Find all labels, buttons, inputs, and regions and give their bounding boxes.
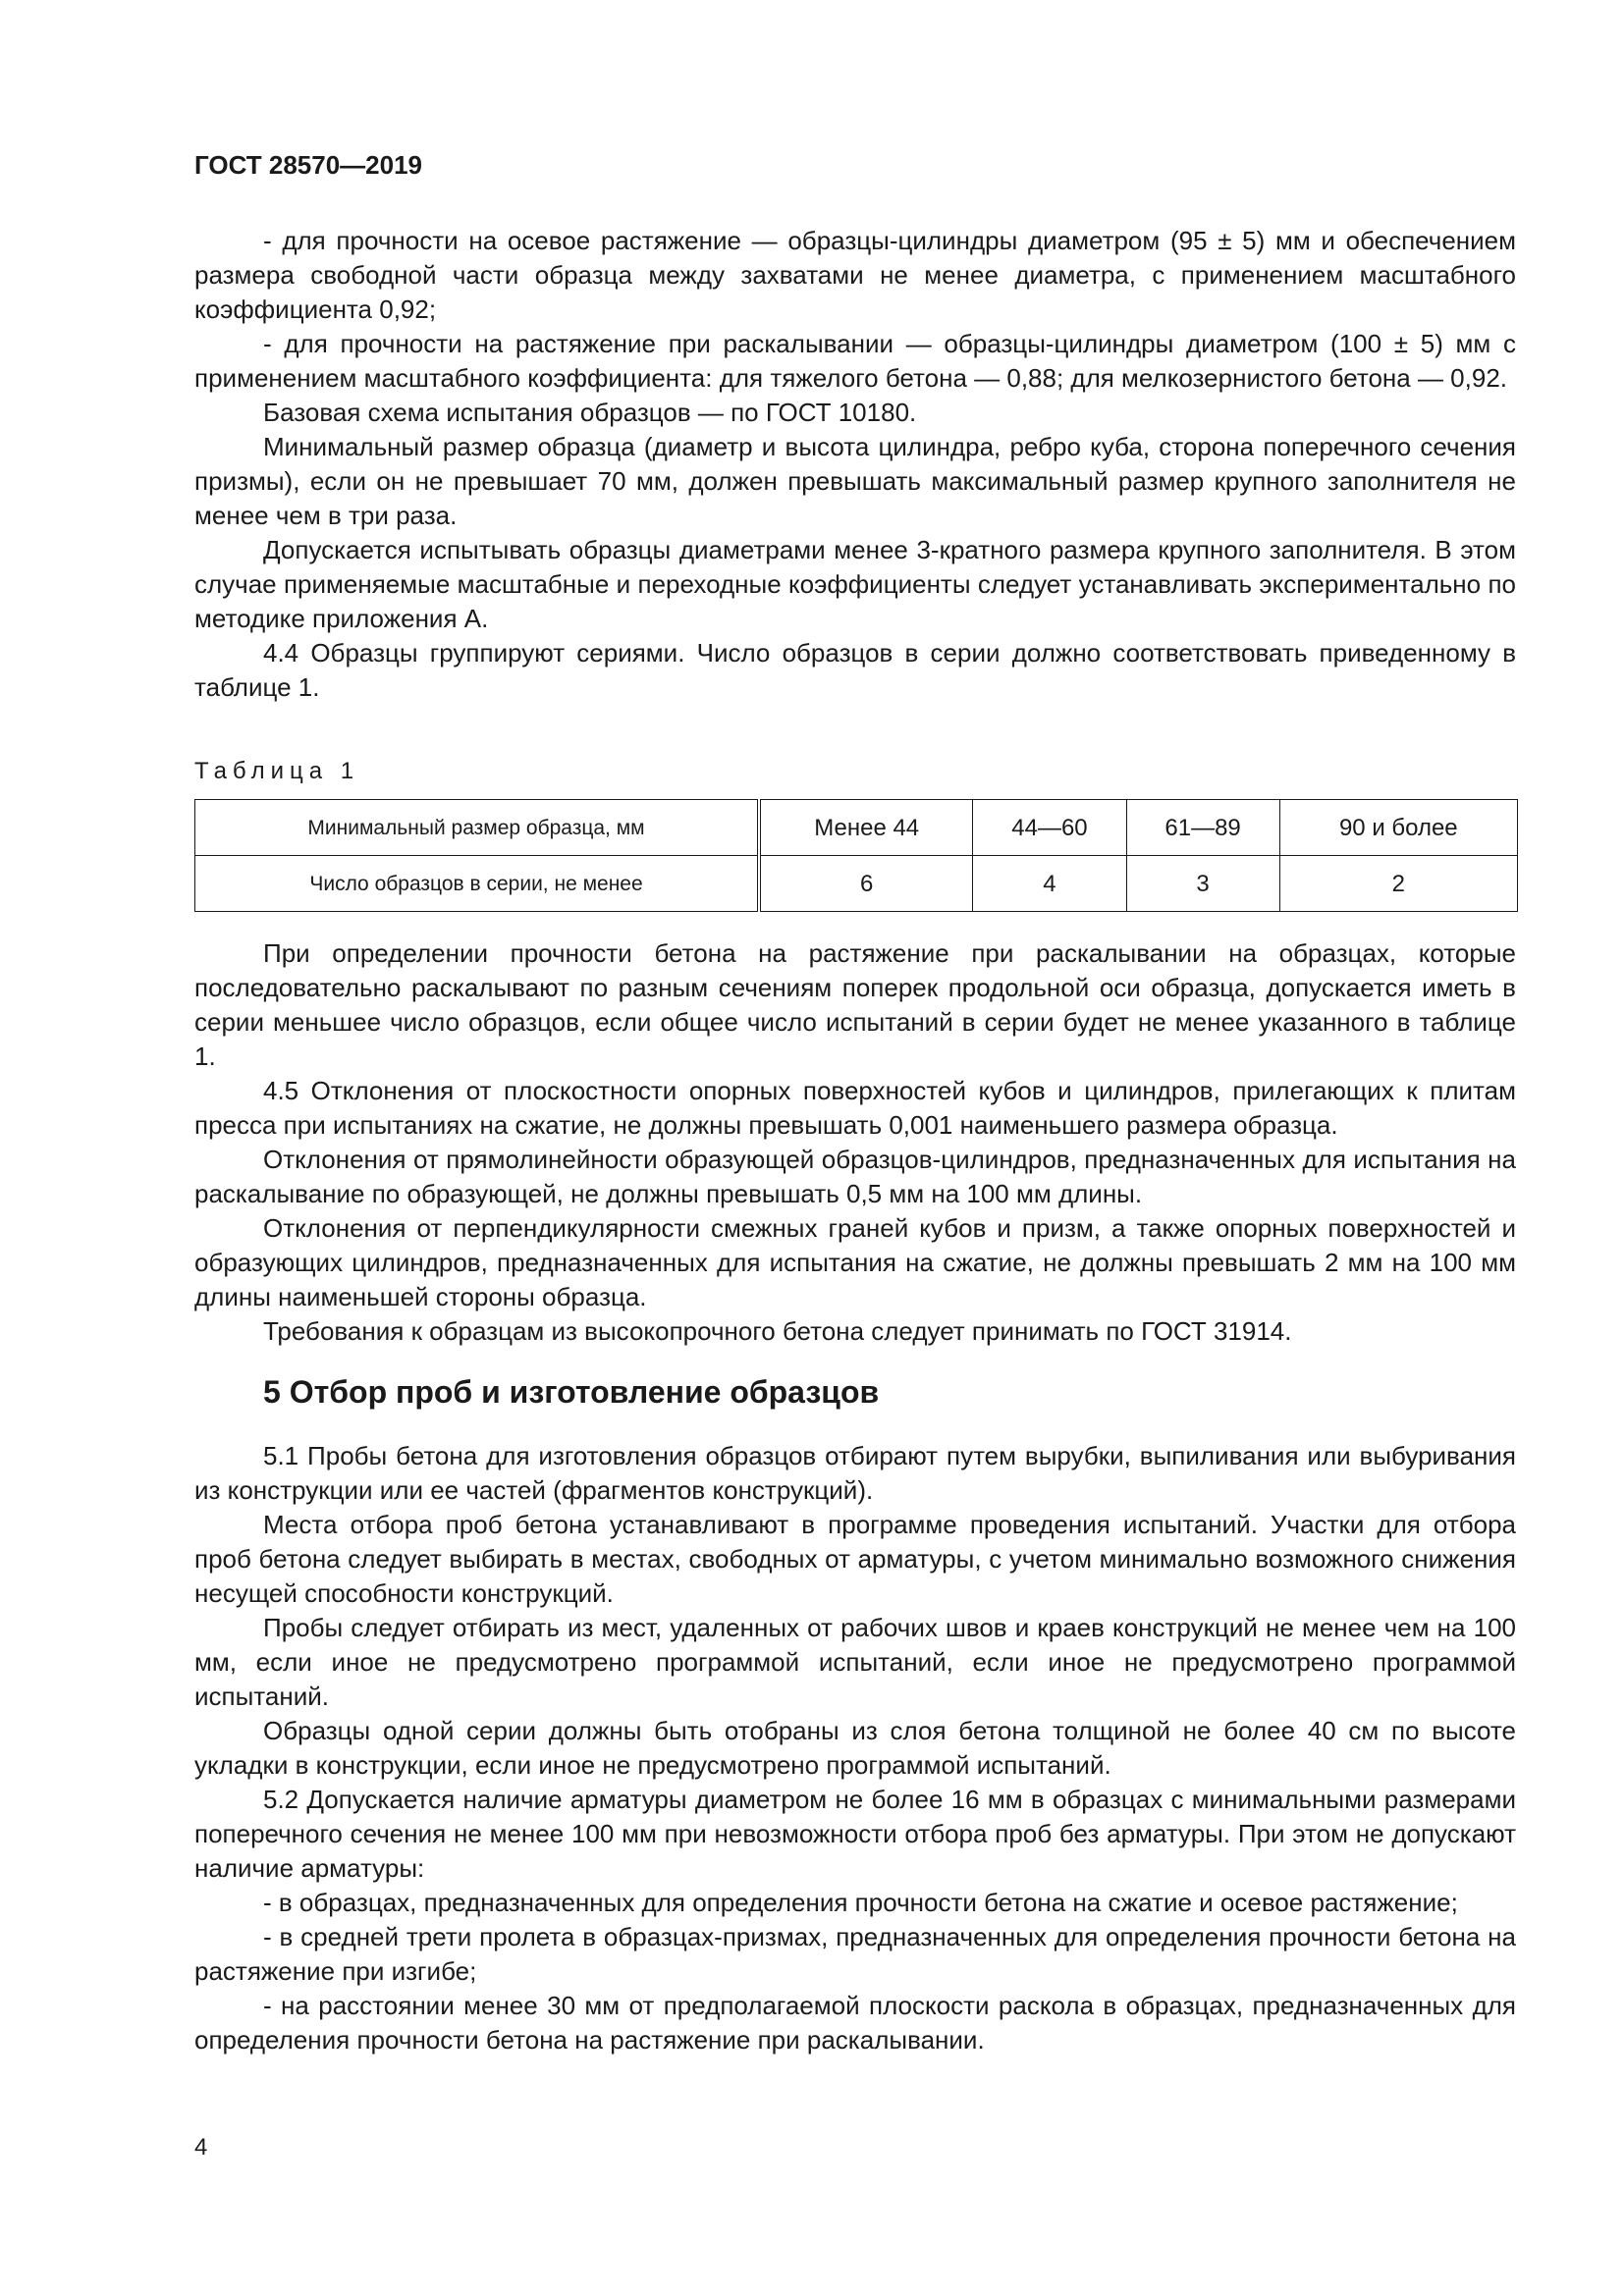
text-block-1: [194, 224, 1516, 705]
table-row: [195, 856, 1518, 912]
table-cell: 6: [759, 856, 973, 912]
paragraph: - для прочности на растяжение при раскалывании — образцы-цилиндры диаметром (100 ± 5) мм с применением масштабного коэффициента: для тяжелого бетона — 0,88; для мелкозернистого бетона — 0,92.: [194, 329, 1516, 393]
table-row: [195, 800, 1518, 856]
paragraph: Требования к образцам из высокопрочного бетона следует принимать по ГОСТ 31914.: [263, 1316, 1292, 1346]
paragraph: 5.1 Пробы бетона для изготовления образцов отбирают путем вырубки, выпиливания или выбуривания из конструкции или ее частей (фрагментов конструкций).: [194, 1441, 1516, 1505]
paragraph: Базовая схема испытания образцов — по ГОСТ 10180.: [263, 398, 917, 427]
paragraph: Образцы одной серии должны быть отобраны из слоя бетона толщиной не более 40 см по высоте укладки в конструкции, если иное не предусмотрено программой испытаний.: [194, 1716, 1516, 1780]
paragraph: Допускается испытывать образцы диаметрами менее 3-кратного размера крупного заполнителя. В этом случае применяемые масштабные и переходные коэффициенты следует устанавливать экспериментально по методике приложения А.: [194, 535, 1516, 633]
paragraph: 4.4 Образцы группируют сериями. Число образцов в серии должно соответствовать приведенному в таблице 1.: [194, 638, 1516, 702]
table-cell: 90 и более: [1279, 800, 1517, 856]
paragraph: Отклонения от прямолинейности образующей образцов-цилиндров, предназначенных для испытания на раскалывание по образующей, не должны превышать 0,5 мм на 100 мм длины.: [194, 1145, 1516, 1208]
text-block-3: [194, 1439, 1516, 2057]
table-cell: Менее 44: [759, 800, 973, 856]
paragraph: Места отбора проб бетона устанавливают в программе проведения испытаний. Участки для отбора проб бетона следует выбирать в местах, свободных от арматуры, с учетом минимально возможного снижения несущей способности конструкций.: [194, 1510, 1516, 1608]
paragraph: - в образцах, предназначенных для определения прочности бетона на сжатие и осевое растяжение;: [263, 1888, 1458, 1917]
table-cell: 3: [1126, 856, 1279, 912]
paragraph: При определении прочности бетона на растяжение при раскалывании на образцах, которые последовательно раскалывают по разным сечениям поперек продольной оси образца, допускается иметь в серии меньшее число образцов, если общее число испытаний в серии будет не менее указанного в таблице 1.: [194, 938, 1516, 1071]
paragraph: - на расстоянии менее 30 мм от предполагаемой плоскости раскола в образцах, предназначенных для определения прочности бетона на растяжение при раскалывании.: [194, 1991, 1516, 2055]
paragraph: 5.2 Допускается наличие арматуры диаметром не более 16 мм в образцах с минимальными размерами поперечного сечения не менее 100 мм при невозможности отбора проб без арматуры. При этом не допускают наличие арматуры:: [194, 1785, 1516, 1883]
page-number: 4: [194, 2134, 208, 2161]
table-caption: Таблица 1: [194, 758, 360, 784]
text-block-2: [194, 936, 1516, 1349]
paragraph: Пробы следует отбирать из мест, удаленных от рабочих швов и краев конструкций не менее чем на 100 мм, если иное не предусмотрено программой испытаний, если иное не предусмотрено программой испытаний.: [194, 1613, 1516, 1711]
table-1: [194, 799, 1518, 912]
document-header: ГОСТ 28570—2019: [194, 150, 422, 180]
table-cell: 2: [1279, 856, 1517, 912]
paragraph: - в средней трети пролета в образцах-призмах, предназначенных для определения прочности бетона на растяжение при изгибе;: [194, 1922, 1516, 1986]
paragraph: - для прочности на осевое растяжение — образцы-цилиндры диаметром (95 ± 5) мм и обеспечением размера свободной части образца между захватами не менее диаметра, с применением масштабного коэффициента 0,92;: [194, 226, 1516, 324]
table-row-label: Минимальный размер образца, мм: [195, 800, 760, 856]
table-cell: 4: [973, 856, 1126, 912]
table-cell: 61—89: [1126, 800, 1279, 856]
section-title: 5 Отбор проб и изготовление образцов: [263, 1374, 880, 1410]
table-cell: 44—60: [973, 800, 1126, 856]
paragraph: Отклонения от перпендикулярности смежных граней кубов и призм, а также опорных поверхностей и образующих цилиндров, предназначенных для испытания на сжатие, не должны превышать 2 мм на 100 мм длины наименьшей стороны образца.: [194, 1213, 1516, 1311]
paragraph: Минимальный размер образца (диаметр и высота цилиндра, ребро куба, сторона поперечного сечения призмы), если он не превышает 70 мм, должен превышать максимальный размер крупного заполнителя не менее чем в три раза.: [194, 432, 1516, 530]
paragraph: 4.5 Отклонения от плоскостности опорных поверхностей кубов и цилиндров, прилегающих к плитам пресса при испытаниях на сжатие, не должны превышать 0,001 наименьшего размера образца.: [194, 1076, 1516, 1140]
table-row-label: Число образцов в серии, не менее: [195, 856, 760, 912]
